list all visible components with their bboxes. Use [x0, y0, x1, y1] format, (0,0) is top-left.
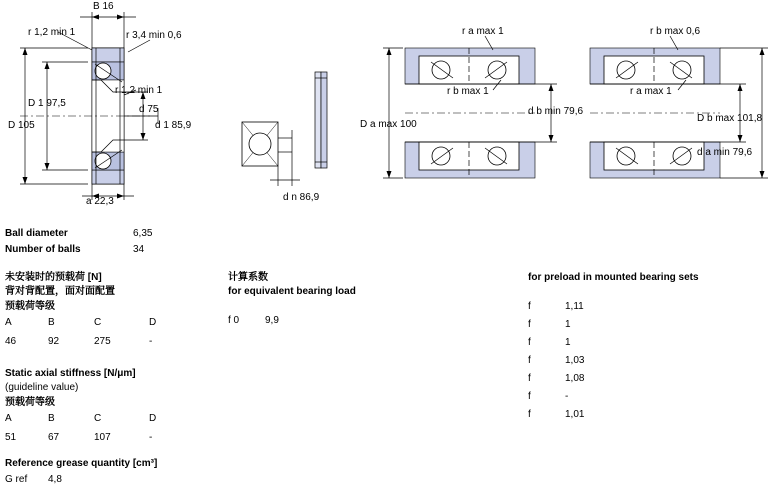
preload-value-b: 92 — [48, 336, 60, 347]
list-item — [528, 409, 768, 427]
calc-f0-label: f 0 — [228, 315, 240, 326]
spec-number-of-balls-row — [5, 244, 225, 255]
preload-factors-title: for preload in mounted bearing sets — [528, 272, 699, 283]
number-of-balls-value: 34 — [133, 244, 145, 255]
pf-row6-value: 1,01 — [565, 409, 585, 420]
stiffness-title: Static axial stiffness [N/μm] — [5, 368, 136, 379]
pf-row5-value: - — [565, 391, 569, 402]
stiffness-header-a: A — [5, 413, 12, 424]
pf-row1-label: f — [528, 319, 531, 330]
pf-row5-label: f — [528, 391, 531, 402]
grease-title: Reference grease quantity [cm³] — [5, 458, 158, 469]
calc-f0-value: 9,9 — [265, 315, 279, 326]
preload-value-d: - — [149, 336, 153, 347]
dim-rb-max-2: r b max 0,6 — [650, 26, 701, 37]
ball-diameter-label: Ball diameter — [5, 228, 68, 239]
pf-row3-value: 1,03 — [565, 355, 585, 366]
stiffness-block — [5, 368, 220, 443]
dim-ra-max-2: r a max 1 — [630, 86, 672, 97]
preload-subtitle: 背对背配置，面对面配置 — [5, 286, 115, 297]
stiffness-value-b: 67 — [48, 432, 60, 443]
preload-block — [5, 272, 220, 347]
dim-r12min-left: r 1,2 min 1 — [28, 27, 76, 38]
stiffness-value-c: 107 — [94, 432, 111, 443]
preload-factors-list — [528, 301, 768, 427]
stiffness-value-a: 51 — [5, 432, 17, 443]
pf-row2-value: 1 — [565, 337, 571, 348]
calc-subtitle: for equivalent bearing load — [228, 286, 356, 297]
pf-row4-value: 1,08 — [565, 373, 585, 384]
pf-row4-label: f — [528, 373, 531, 384]
preload-header-a: A — [5, 317, 12, 328]
dim-ra-max-1: r a max 1 — [462, 26, 504, 37]
list-item — [528, 319, 768, 337]
dim-r12min-inner: r 1,2 min 1 — [115, 85, 163, 96]
dim-dn: d n 86,9 — [283, 192, 320, 203]
table-row-header — [5, 317, 205, 328]
pf-row0-label: f — [528, 301, 531, 312]
preload-table — [5, 317, 205, 347]
calc-factors-block — [228, 272, 478, 329]
stiffness-header-c: C — [94, 413, 102, 424]
grease-value: 4,8 — [48, 474, 62, 485]
dim-Db-max: D b max 101,8 — [697, 113, 763, 124]
dim-D1: D 1 97,5 — [28, 98, 66, 109]
pf-row3-label: f — [528, 355, 531, 366]
preload-header-c: C — [94, 317, 102, 328]
preload-factors-block — [528, 272, 768, 427]
list-item — [528, 373, 768, 391]
table-row — [5, 432, 205, 443]
grease-label: G ref — [5, 474, 28, 485]
grease-block — [5, 458, 220, 488]
stiffness-value-d: - — [149, 432, 153, 443]
stiffness-header-d: D — [149, 413, 157, 424]
table-row — [5, 336, 205, 347]
dim-D: D 105 — [8, 120, 35, 131]
preload-value-c: 275 — [94, 336, 111, 347]
dim-B: B 16 — [93, 1, 114, 12]
preload-grade-label: 预载荷等级 — [5, 301, 55, 312]
pf-row0-value: 1,11 — [565, 301, 584, 312]
stiffness-grade-label: 预载荷等级 — [5, 397, 55, 408]
stiffness-header-b: B — [48, 413, 55, 424]
list-item — [528, 301, 768, 319]
preload-value-a: 46 — [5, 336, 17, 347]
list-item — [528, 337, 768, 355]
calc-title: 计算系数 — [228, 272, 268, 283]
preload-header-d: D — [149, 317, 157, 328]
number-of-balls-label: Number of balls — [5, 244, 81, 255]
pf-row6-label: f — [528, 409, 531, 420]
list-item — [528, 391, 768, 409]
table-row-header — [5, 413, 205, 424]
dim-d: d 75 — [139, 104, 159, 115]
pf-row1-value: 1 — [565, 319, 571, 330]
ball-diameter-value: 6,35 — [133, 228, 153, 239]
dim-r34min: r 3,4 min 0,6 — [126, 30, 182, 41]
dim-a: a 22,3 — [86, 196, 114, 207]
dim-Da-max: D a max 100 — [360, 119, 417, 130]
pf-row2-label: f — [528, 337, 531, 348]
stiffness-table — [5, 413, 205, 443]
stiffness-note: (guideline value) — [5, 382, 79, 393]
dim-d1: d 1 85,9 — [155, 120, 192, 131]
arrangement-drawing — [230, 60, 360, 210]
preload-title: 未安装时的预载荷 [N] — [5, 272, 102, 283]
dim-da-min: d a min 79,6 — [697, 147, 753, 158]
calc-row-f0 — [228, 315, 478, 329]
spec-ball-diameter-row — [5, 228, 225, 239]
dim-db-min: d b min 79,6 — [528, 106, 584, 117]
dim-rb-max-1: r b max 1 — [447, 86, 489, 97]
preload-header-b: B — [48, 317, 55, 328]
list-item — [528, 355, 768, 373]
